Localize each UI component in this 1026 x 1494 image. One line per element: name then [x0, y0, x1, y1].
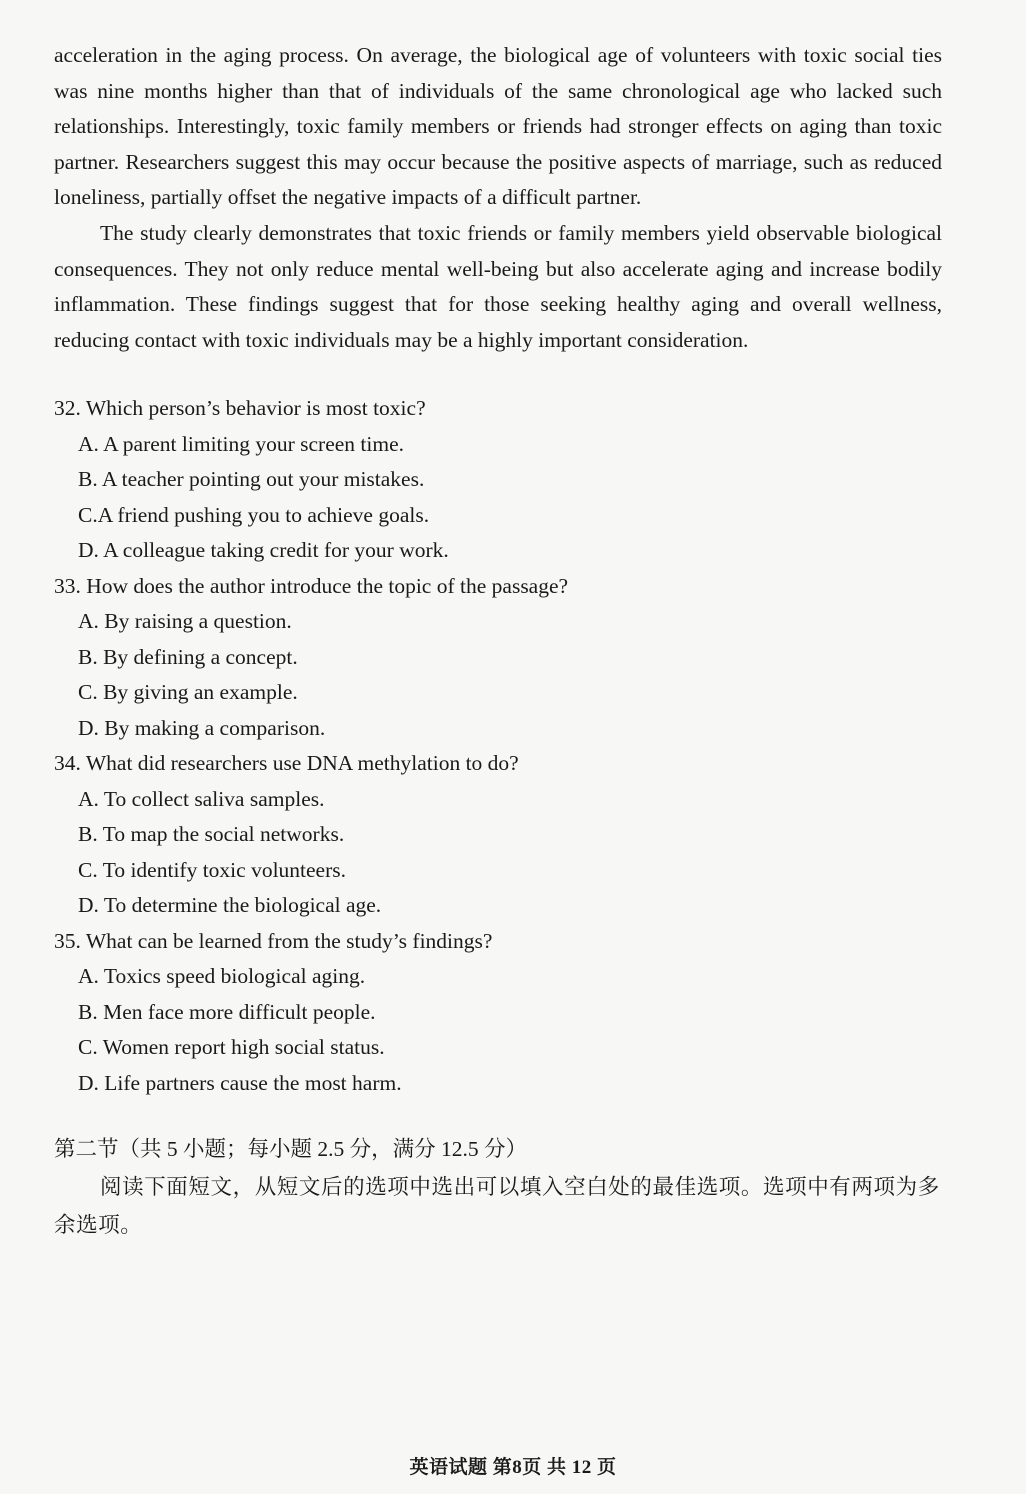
option-b: B. By defining a concept.: [78, 644, 298, 669]
option-d: D. To determine the biological age.: [78, 893, 382, 918]
option-d: D. By making a comparison.: [78, 715, 326, 740]
question-list: [54, 391, 942, 1101]
option-c: C.A friend pushing you to achieve goals.: [78, 502, 430, 527]
question-stem: 34. What did researchers use DNA methylation to do?: [54, 751, 519, 776]
question-34: [54, 746, 942, 924]
option-a: A. Toxics speed biological aging.: [78, 964, 366, 989]
option-b: B. To map the social networks.: [78, 822, 345, 847]
question-stem: 33. How does the author introduce the topic of the passage?: [54, 573, 569, 598]
reading-passage: [54, 38, 942, 358]
question-stem: 35. What can be learned from the study’s findings?: [54, 928, 493, 953]
option-a: A. By raising a question.: [78, 609, 292, 634]
option-d: D. Life partners cause the most harm.: [78, 1070, 402, 1095]
exam-page: [54, 38, 942, 1244]
option-c: C. By giving an example.: [78, 680, 298, 705]
option-a: A. To collect saliva samples.: [78, 786, 325, 811]
option-c: C. To identify toxic volunteers.: [78, 857, 347, 882]
section-heading: 第二节（共 5 小题；每小题 2.5 分，满分 12.5 分）: [54, 1137, 528, 1162]
passage-paragraph-2: The study clearly demonstrates that toxic friends or family members yield observable biological consequences. They not only reduce mental well-being but also accelerate aging and increase bodily inflammation. These findings suggest that for those seeking healthy aging and overall wellness, reducing contact with toxic individuals may be a highly important consideration.: [54, 220, 942, 352]
option-b: B. Men face more difficult people.: [78, 999, 376, 1024]
section-instruction: 阅读下面短文，从短文后的选项中选出可以填入空白处的最佳选项。选项中有两项为多余选项。: [54, 1175, 940, 1238]
section-two: [54, 1130, 942, 1244]
passage-paragraph-1: acceleration in the aging process. On average, the biological age of volunteers with toxic social ties was nine months higher than that of individuals of the same chronological age who lacked such relationships. Interestingly, toxic family members or friends had stronger effects on aging than toxic partner. Researchers suggest this may occur because the positive aspects of marriage, such as reduced loneliness, partially offset the negative impacts of a difficult partner.: [54, 43, 942, 210]
option-c: C. Women report high social status.: [78, 1035, 385, 1060]
page-footer: 英语试题 第8页 共 12 页: [409, 1457, 617, 1478]
question-33: [54, 569, 942, 747]
option-d: D. A colleague taking credit for your work.: [78, 538, 449, 563]
question-stem: 32. Which person’s behavior is most toxic?: [54, 396, 426, 421]
option-a: A. A parent limiting your screen time.: [78, 431, 405, 456]
question-35: [54, 924, 942, 1102]
option-b: B. A teacher pointing out your mistakes.: [78, 467, 425, 492]
question-32: [54, 391, 942, 569]
